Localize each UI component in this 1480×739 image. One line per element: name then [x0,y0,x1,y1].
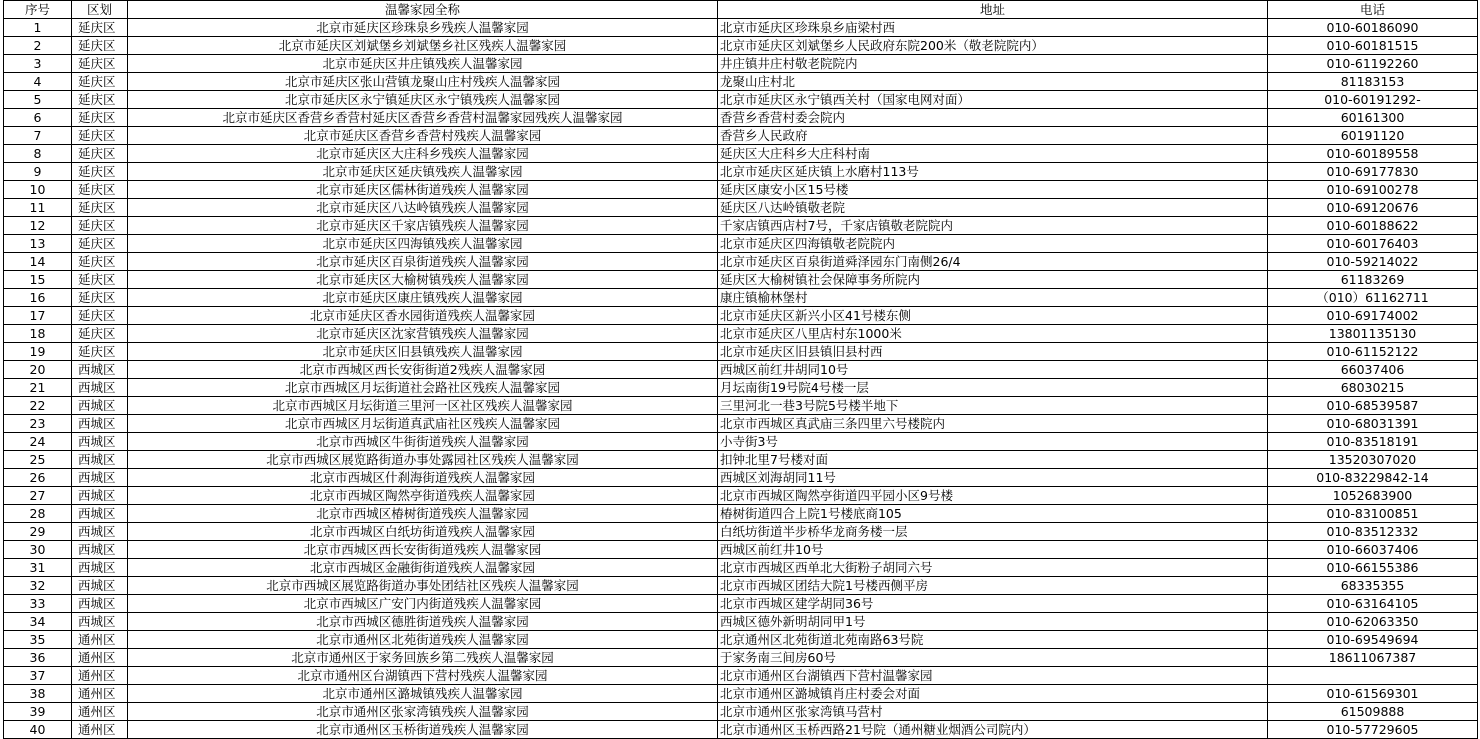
cell-index: 35 [4,631,72,649]
cell-district: 西城区 [72,577,128,595]
cell-index: 14 [4,253,72,271]
cell-phone: 81183153 [1268,73,1478,91]
cell-district: 延庆区 [72,271,128,289]
cell-address: 北京市延庆区刘斌堡乡人民政府东院200米（敬老院院内） [718,37,1268,55]
cell-index: 38 [4,685,72,703]
table-row [4,685,1478,703]
cell-phone: 010-69549694 [1268,631,1478,649]
table-row [4,307,1478,325]
cell-district: 通州区 [72,685,128,703]
cell-full-name: 北京市延庆区香水园街道残疾人温馨家园 [128,307,718,325]
cell-phone: 010-60191292- [1268,91,1478,109]
cell-full-name: 北京市西城区德胜街道残疾人温馨家园 [128,613,718,631]
cell-phone [1268,667,1478,685]
cell-index: 24 [4,433,72,451]
table-row [4,559,1478,577]
cell-phone: 010-83512332 [1268,523,1478,541]
cell-index: 4 [4,73,72,91]
cell-full-name: 北京市延庆区四海镇残疾人温馨家园 [128,235,718,253]
table-row [4,343,1478,361]
cell-address: 北京市西城区陶然亭街道四平园小区9号楼 [718,487,1268,505]
cell-full-name: 北京市西城区西长安街街道残疾人温馨家园 [128,541,718,559]
table-row [4,577,1478,595]
cell-phone: 13520307020 [1268,451,1478,469]
table-row [4,109,1478,127]
cell-address: 延庆区八达岭镇敬老院 [718,199,1268,217]
table-row [4,379,1478,397]
table-row [4,55,1478,73]
cell-district: 延庆区 [72,343,128,361]
cell-phone: 61509888 [1268,703,1478,721]
cell-full-name: 北京市延庆区井庄镇残疾人温馨家园 [128,55,718,73]
cell-full-name: 北京市西城区月坛街道社会路社区残疾人温馨家园 [128,379,718,397]
cell-phone: 010-69177830 [1268,163,1478,181]
cell-full-name: 北京市延庆区旧县镇残疾人温馨家园 [128,343,718,361]
cell-full-name: 北京市西城区金融街街道残疾人温馨家园 [128,559,718,577]
cell-index: 6 [4,109,72,127]
cell-index: 29 [4,523,72,541]
cell-address: 香营乡香营村委会院内 [718,109,1268,127]
cell-address: 北京市延庆区延庆镇上水磨村113号 [718,163,1268,181]
cell-index: 28 [4,505,72,523]
cell-address: 北京市通州区玉桥西路21号院（通州糖业烟酒公司院内） [718,721,1268,739]
cell-index: 36 [4,649,72,667]
table-row [4,415,1478,433]
cell-address: 北京市延庆区百泉街道舜泽园东门南侧26/4 [718,253,1268,271]
cell-district: 西城区 [72,523,128,541]
cell-index: 22 [4,397,72,415]
cell-index: 39 [4,703,72,721]
cell-full-name: 北京市延庆区香营乡香营村延庆区香营乡香营村温馨家园残疾人温馨家园 [128,109,718,127]
cell-district: 延庆区 [72,55,128,73]
cell-phone: 010-61569301 [1268,685,1478,703]
table-row [4,397,1478,415]
cell-district: 西城区 [72,595,128,613]
cell-full-name: 北京市西城区牛街街道残疾人温馨家园 [128,433,718,451]
cell-address: 北京市通州区潞城镇肖庄村委会对面 [718,685,1268,703]
cell-index: 8 [4,145,72,163]
cell-address: 香营乡人民政府 [718,127,1268,145]
cell-index: 25 [4,451,72,469]
header-district: 区划 [72,1,128,19]
cell-district: 西城区 [72,433,128,451]
cell-phone: 010-60176403 [1268,235,1478,253]
cell-index: 12 [4,217,72,235]
cell-address: 康庄镇榆林堡村 [718,289,1268,307]
cell-phone: 010-69174002 [1268,307,1478,325]
cell-phone: 010-66155386 [1268,559,1478,577]
cell-index: 19 [4,343,72,361]
cell-address: 北京市延庆区四海镇敬老院院内 [718,235,1268,253]
cell-district: 延庆区 [72,199,128,217]
cell-phone: 13801135130 [1268,325,1478,343]
cell-address: 西城区刘海胡同11号 [718,469,1268,487]
cell-address: 北京市西城区团结大院1号楼西侧平房 [718,577,1268,595]
cell-phone: 010-68539587 [1268,397,1478,415]
cell-district: 延庆区 [72,109,128,127]
cell-district: 延庆区 [72,289,128,307]
cell-full-name: 北京市通州区玉桥街道残疾人温馨家园 [128,721,718,739]
table-row [4,703,1478,721]
cell-full-name: 北京市延庆区康庄镇残疾人温馨家园 [128,289,718,307]
cell-district: 延庆区 [72,73,128,91]
cell-index: 32 [4,577,72,595]
cell-index: 7 [4,127,72,145]
cell-phone: 010-62063350 [1268,613,1478,631]
cell-phone: 010-60188622 [1268,217,1478,235]
cell-phone: 010-69120676 [1268,199,1478,217]
cell-index: 15 [4,271,72,289]
cell-district: 通州区 [72,703,128,721]
cell-address: 延庆区大庄科乡大庄科村南 [718,145,1268,163]
header-row [4,1,1478,19]
table-row [4,541,1478,559]
cell-address: 井庄镇井庄村敬老院院内 [718,55,1268,73]
cell-district: 延庆区 [72,181,128,199]
cell-full-name: 北京市延庆区刘斌堡乡刘斌堡乡社区残疾人温馨家园 [128,37,718,55]
table-row [4,649,1478,667]
cell-district: 西城区 [72,415,128,433]
cell-district: 西城区 [72,379,128,397]
cell-full-name: 北京市延庆区张山营镇龙聚山庄村残疾人温馨家园 [128,73,718,91]
cell-full-name: 北京市西城区月坛街道真武庙社区残疾人温馨家园 [128,415,718,433]
cell-phone: （010）61162711 [1268,289,1478,307]
cell-district: 通州区 [72,631,128,649]
cell-address: 北京市通州区张家湾镇马营村 [718,703,1268,721]
table-row [4,253,1478,271]
cell-district: 延庆区 [72,217,128,235]
table-row [4,19,1478,37]
cell-index: 1 [4,19,72,37]
cell-phone: 68335355 [1268,577,1478,595]
cell-phone: 010-61192260 [1268,55,1478,73]
cell-phone: 61183269 [1268,271,1478,289]
cell-phone: 010-59214022 [1268,253,1478,271]
cell-index: 27 [4,487,72,505]
cell-district: 西城区 [72,487,128,505]
cell-district: 通州区 [72,649,128,667]
cell-district: 延庆区 [72,91,128,109]
cell-full-name: 北京市延庆区百泉街道残疾人温馨家园 [128,253,718,271]
table-row [4,217,1478,235]
cell-address: 北京通州区北苑街道北苑南路63号院 [718,631,1268,649]
cell-district: 通州区 [72,721,128,739]
cell-phone: 68030215 [1268,379,1478,397]
cell-full-name: 北京市西城区广安门内街道残疾人温馨家园 [128,595,718,613]
cell-full-name: 北京市延庆区千家店镇残疾人温馨家园 [128,217,718,235]
cell-full-name: 北京市通州区潞城镇残疾人温馨家园 [128,685,718,703]
table-row [4,325,1478,343]
cell-district: 通州区 [72,667,128,685]
cell-index: 2 [4,37,72,55]
cell-address: 北京市西城区真武庙三条四里六号楼院内 [718,415,1268,433]
cell-index: 23 [4,415,72,433]
table-row [4,271,1478,289]
table-row [4,37,1478,55]
table-row [4,127,1478,145]
cell-district: 延庆区 [72,127,128,145]
cell-address: 龙聚山庄村北 [718,73,1268,91]
table-row [4,595,1478,613]
cell-phone: 66037406 [1268,361,1478,379]
header-address: 地址 [718,1,1268,19]
cell-full-name: 北京市西城区月坛街道三里河一区社区残疾人温馨家园 [128,397,718,415]
cell-address: 扣钟北里7号楼对面 [718,451,1268,469]
table-row [4,181,1478,199]
cell-phone: 010-68031391 [1268,415,1478,433]
cell-full-name: 北京市西城区展览路街道办事处露园社区残疾人温馨家园 [128,451,718,469]
cell-full-name: 北京市延庆区永宁镇延庆区永宁镇残疾人温馨家园 [128,91,718,109]
table-row [4,199,1478,217]
table-row [4,631,1478,649]
cell-full-name: 北京市西城区陶然亭街道残疾人温馨家园 [128,487,718,505]
cell-district: 西城区 [72,451,128,469]
cell-phone: 010-57729605 [1268,721,1478,739]
cell-address: 北京市延庆区永宁镇西关村（国家电网对面） [718,91,1268,109]
cell-phone: 010-63164105 [1268,595,1478,613]
header-phone: 电话 [1268,1,1478,19]
cell-full-name: 北京市西城区白纸坊街道残疾人温馨家园 [128,523,718,541]
table-row [4,145,1478,163]
cell-phone: 010-60186090 [1268,19,1478,37]
table-row [4,721,1478,739]
cell-address: 西城区前红井胡同10号 [718,361,1268,379]
cell-address: 三里河北一巷3号院5号楼半地下 [718,397,1268,415]
table-row [4,505,1478,523]
table-row [4,613,1478,631]
cell-index: 5 [4,91,72,109]
cell-address: 白纸坊街道半步桥华龙商务楼一层 [718,523,1268,541]
cell-phone: 010-83229842-14 [1268,469,1478,487]
cell-index: 30 [4,541,72,559]
table-row [4,523,1478,541]
cell-address: 西城区前红井10号 [718,541,1268,559]
cell-full-name: 北京市通州区于家务回族乡第二残疾人温馨家园 [128,649,718,667]
cell-full-name: 北京市通州区北苑街道残疾人温馨家园 [128,631,718,649]
cell-address: 椿树街道四合上院1号楼底商105 [718,505,1268,523]
cell-full-name: 北京市延庆区沈家营镇残疾人温馨家园 [128,325,718,343]
cell-full-name: 北京市延庆区延庆镇残疾人温馨家园 [128,163,718,181]
cell-index: 3 [4,55,72,73]
cell-address: 月坛南街19号院4号楼一层 [718,379,1268,397]
cell-district: 延庆区 [72,235,128,253]
table-body [4,19,1478,739]
cell-full-name: 北京市延庆区珍珠泉乡残疾人温馨家园 [128,19,718,37]
cell-district: 延庆区 [72,37,128,55]
cell-address: 延庆区大榆树镇社会保障事务所院内 [718,271,1268,289]
cell-phone: 010-60189558 [1268,145,1478,163]
table-row [4,289,1478,307]
cell-address: 千家店镇西店村7号，千家店镇敬老院院内 [718,217,1268,235]
cell-index: 20 [4,361,72,379]
cell-district: 延庆区 [72,325,128,343]
cell-full-name: 北京市通州区台湖镇西下营村残疾人温馨家园 [128,667,718,685]
cell-district: 西城区 [72,469,128,487]
cell-phone: 010-83100851 [1268,505,1478,523]
table-row [4,667,1478,685]
cell-district: 延庆区 [72,253,128,271]
cell-district: 延庆区 [72,19,128,37]
cell-index: 21 [4,379,72,397]
cell-phone: 010-61152122 [1268,343,1478,361]
cell-phone: 010-60181515 [1268,37,1478,55]
table-row [4,433,1478,451]
cell-index: 17 [4,307,72,325]
header-index: 序号 [4,1,72,19]
cell-address: 北京市延庆区新兴小区41号楼东侧 [718,307,1268,325]
cell-phone: 18611067387 [1268,649,1478,667]
cell-district: 西城区 [72,361,128,379]
cell-district: 西城区 [72,541,128,559]
cell-index: 10 [4,181,72,199]
table-row [4,361,1478,379]
cell-district: 延庆区 [72,163,128,181]
cell-full-name: 北京市西城区什刹海街道残疾人温馨家园 [128,469,718,487]
cell-full-name: 北京市西城区展览路街道办事处团结社区残疾人温馨家园 [128,577,718,595]
cell-full-name: 北京市通州区张家湾镇残疾人温馨家园 [128,703,718,721]
cell-index: 31 [4,559,72,577]
cell-full-name: 北京市延庆区香营乡香营村残疾人温馨家园 [128,127,718,145]
table-row [4,451,1478,469]
cell-address: 北京市延庆区八里店村东1000米 [718,325,1268,343]
table-row [4,91,1478,109]
cell-full-name: 北京市延庆区儒林街道残疾人温馨家园 [128,181,718,199]
table-row [4,469,1478,487]
cell-address: 北京市西城区建学胡同36号 [718,595,1268,613]
cell-district: 延庆区 [72,145,128,163]
cell-phone: 010-66037406 [1268,541,1478,559]
cell-district: 西城区 [72,505,128,523]
cell-index: 11 [4,199,72,217]
cell-phone: 010-83518191 [1268,433,1478,451]
cell-index: 37 [4,667,72,685]
cell-index: 13 [4,235,72,253]
cell-district: 延庆区 [72,307,128,325]
table-row [4,487,1478,505]
cell-address: 于家务南三间房60号 [718,649,1268,667]
cell-full-name: 北京市延庆区大庄科乡残疾人温馨家园 [128,145,718,163]
cell-district: 西城区 [72,397,128,415]
cell-index: 33 [4,595,72,613]
cell-full-name: 北京市西城区西长安街街道2残疾人温馨家园 [128,361,718,379]
cell-phone: 60191120 [1268,127,1478,145]
cell-full-name: 北京市西城区椿树街道残疾人温馨家园 [128,505,718,523]
table-row [4,235,1478,253]
table-row [4,73,1478,91]
cell-index: 34 [4,613,72,631]
cell-address: 北京市西城区西单北大街粉子胡同六号 [718,559,1268,577]
cell-address: 北京市延庆区旧县镇旧县村西 [718,343,1268,361]
table-row [4,163,1478,181]
cell-full-name: 北京市延庆区大榆树镇残疾人温馨家园 [128,271,718,289]
cell-index: 16 [4,289,72,307]
cell-index: 18 [4,325,72,343]
cell-phone: 010-69100278 [1268,181,1478,199]
cell-index: 26 [4,469,72,487]
cell-index: 9 [4,163,72,181]
cell-address: 北京市延庆区珍珠泉乡庙梁村西 [718,19,1268,37]
cell-address: 小寺街3号 [718,433,1268,451]
cell-address: 西城区德外新明胡同甲1号 [718,613,1268,631]
cell-index: 40 [4,721,72,739]
cell-phone: 1052683900 [1268,487,1478,505]
cell-district: 西城区 [72,613,128,631]
center-directory-table [3,0,1478,739]
header-full-name: 温馨家园全称 [128,1,718,19]
cell-district: 西城区 [72,559,128,577]
cell-full-name: 北京市延庆区八达岭镇残疾人温馨家园 [128,199,718,217]
cell-address: 北京市通州区台湖镇西下营村温馨家园 [718,667,1268,685]
cell-address: 延庆区康安小区15号楼 [718,181,1268,199]
cell-phone: 60161300 [1268,109,1478,127]
